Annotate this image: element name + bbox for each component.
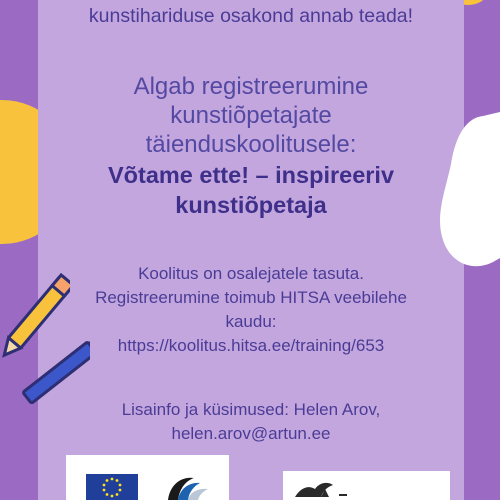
funding-logos-card (66, 455, 229, 500)
info-line: kaudu: (225, 312, 277, 331)
estonian-swoosh-icon (164, 470, 212, 500)
contact-line: Lisainfo ja küsimused: Helen Arov, (121, 400, 381, 419)
flyer-panel (38, 0, 464, 500)
headline-line: Algab registreerumine (133, 73, 369, 100)
info-line: Registreerumine toimub HITSA veebilehe (95, 288, 407, 307)
contact-email[interactable]: helen.arov@artun.ee (171, 424, 331, 443)
department-announcement: kunstihariduse osakond annab teada! (88, 5, 414, 27)
white-blob-right (435, 112, 500, 272)
registration-link[interactable]: https://koolitus.hitsa.ee/training/653 (117, 336, 385, 355)
bird-emblem-icon (291, 479, 351, 500)
headline-line: kunstiõpetajate (170, 102, 332, 129)
contact-info (38, 398, 464, 446)
registration-info (38, 262, 464, 358)
headline-line: täienduskoolitusele: (145, 131, 357, 158)
pencil-icon (10, 335, 90, 425)
info-line: Koolitus on osalejatele tasuta. (138, 264, 364, 283)
course-title (38, 160, 464, 220)
course-title-line: Võtame ette! – inspireeriv (107, 162, 395, 188)
eu-flag-icon (86, 474, 138, 500)
course-title-line: kunstiõpetaja (175, 192, 327, 218)
headline (38, 72, 464, 159)
academy-logo-card (283, 471, 450, 500)
